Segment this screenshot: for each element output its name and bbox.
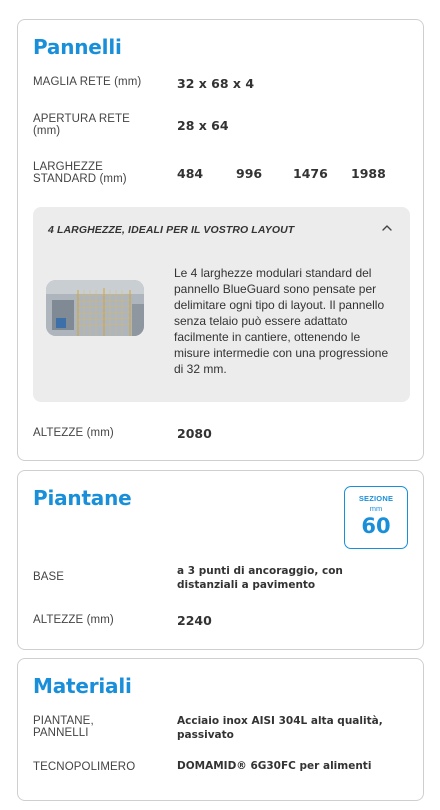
apertura-rete-label-text: APERTURA RETE — [33, 113, 130, 125]
tecnopolimero-label: TECNOPOLIMERO — [33, 761, 136, 773]
sezione-badge — [344, 486, 408, 549]
tecnopolimero-value: DOMAMID® 6G30FC per alimenti — [177, 760, 372, 772]
piantane-altezze-unit: (mm) — [86, 614, 114, 626]
pannelli-title: Pannelli — [33, 35, 122, 59]
piantane-altezze-label — [33, 614, 158, 626]
chevron-up-icon[interactable] — [380, 221, 394, 235]
piantane-pannelli-label: PIANTANE, PANNELLI — [33, 715, 94, 739]
maglia-rete-label — [33, 76, 158, 88]
accordion-text: Le 4 larghezze modulari standard del pannello BlueGuard sono pensate per delimitare ogni tipo di layout. Il pannello senza telaio può essere adattato facilmente in cantiere, ottenendo le misure intermedie con una progressione di 32 mm. — [174, 266, 389, 376]
larghezza-value: 484 — [177, 166, 204, 181]
pannelli-card — [17, 19, 424, 461]
maglia-rete-value: 32 x 68 x 4 — [177, 76, 255, 91]
altezze-label-text: ALTEZZE — [33, 427, 84, 439]
piantane-altezze-value: 2240 — [177, 613, 212, 628]
sezione-badge-unit: mm — [369, 504, 383, 513]
sezione-badge-label: SEZIONE — [358, 494, 394, 503]
piantane-title: Piantane — [33, 486, 132, 510]
apertura-rete-value: 28 x 64 — [177, 118, 229, 133]
materiali-card — [17, 658, 424, 801]
larghezze-accordion — [33, 207, 410, 402]
larghezza-value: 1988 — [351, 166, 386, 181]
base-value: a 3 punti di ancoraggio, con distanziali a pavimento — [177, 565, 343, 591]
piantane-altezze-label-text: ALTEZZE — [33, 614, 84, 626]
maglia-rete-unit: (mm) — [114, 76, 142, 88]
maglia-rete-label-text: MAGLIA RETE — [33, 76, 111, 88]
panel-photo-image — [46, 280, 144, 336]
piantane-card — [17, 470, 424, 650]
sezione-badge-value: 60 — [361, 514, 391, 538]
apertura-rete-label — [33, 113, 158, 137]
materiali-title: Materiali — [33, 674, 132, 698]
altezze-label — [33, 427, 158, 439]
larghezza-value: 1476 — [293, 166, 328, 181]
accordion-title[interactable]: 4 LARGHEZZE, IDEALI PER IL VOSTRO LAYOUT — [48, 224, 295, 236]
base-label: BASE — [33, 571, 65, 583]
apertura-rete-unit: (mm) — [33, 125, 61, 137]
larghezze-standard-unit: (mm) — [99, 173, 127, 185]
altezze-value: 2080 — [177, 426, 212, 441]
larghezze-standard-label — [33, 161, 158, 185]
altezze-unit: (mm) — [86, 427, 114, 439]
piantane-pannelli-value: Acciaio inox AISI 304L alta qualità, passivato — [177, 715, 383, 741]
larghezza-value: 996 — [236, 166, 263, 181]
larghezze-standard-label-text: LARGHEZZE STANDARD — [33, 161, 103, 185]
